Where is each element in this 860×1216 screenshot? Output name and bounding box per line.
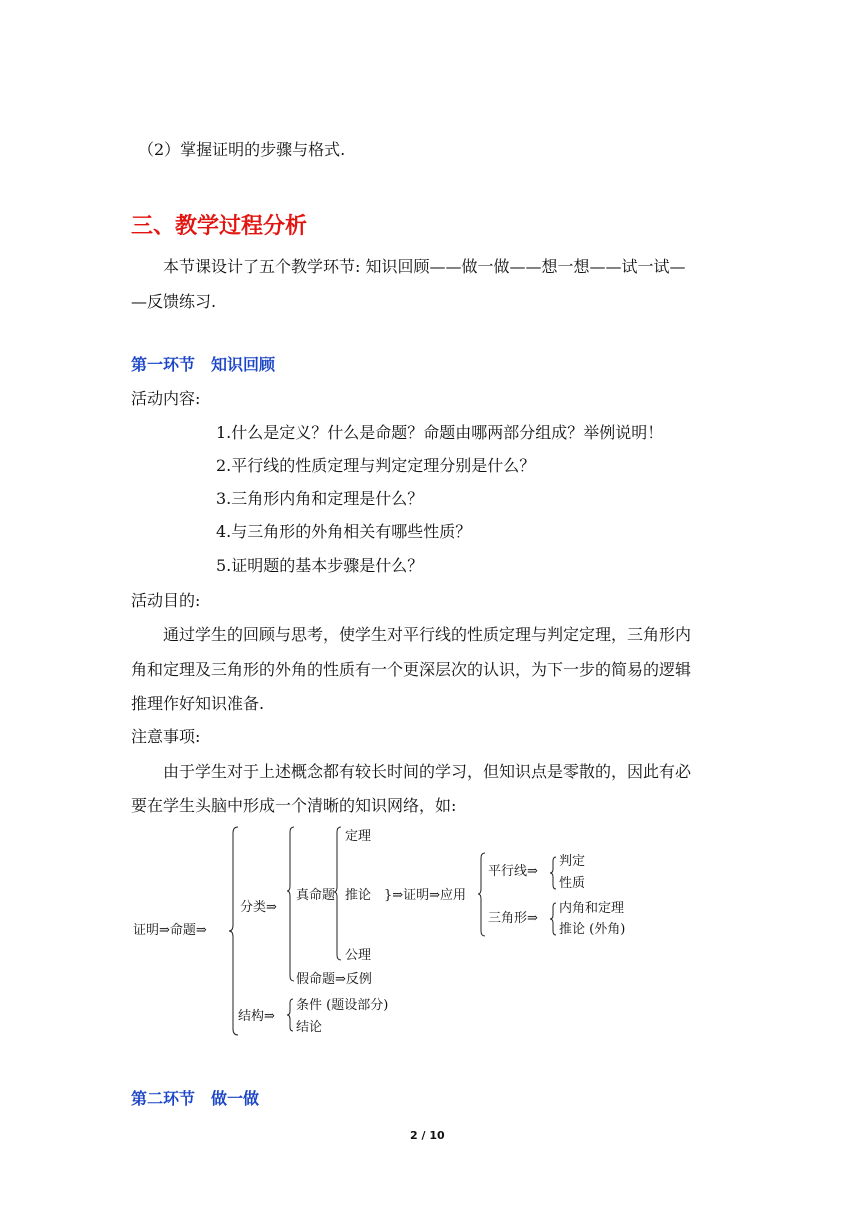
- notes-label: 注意事项:: [131, 727, 201, 746]
- goal-line: 推理作好知识准备.: [131, 694, 265, 713]
- notes-line: 要在学生头脑中形成一个清晰的知识网络，如:: [131, 796, 457, 815]
- diagram-definition: 定理: [345, 829, 372, 844]
- diagram-true-prop: 真命题: [296, 888, 336, 903]
- step1-title: 第一环节 知识回顾: [131, 355, 276, 374]
- notes-line: 由于学生对于上述概念都有较长时间的学习，但知识点是零散的，因此有必: [163, 762, 692, 781]
- diagram-property: 性质: [559, 876, 586, 891]
- question-item: 5.证明题的基本步骤是什么？: [216, 556, 424, 575]
- content-label: 活动内容:: [131, 389, 201, 408]
- diagram-root: 证明⇒命题⇒: [133, 923, 207, 938]
- diagram-inference: 推论: [345, 888, 372, 903]
- section-title: 三、教学过程分析: [131, 214, 308, 239]
- question-item: 4.与三角形的外角相关有哪些性质？: [216, 522, 472, 541]
- diagram-triangle: 三角形⇒: [488, 911, 538, 926]
- diagram-proof-apply: }⇒证明⇒应用: [384, 888, 467, 903]
- intro-line-2: —反馈练习.: [131, 292, 217, 311]
- diagram-classify: 分类⇒: [240, 900, 277, 915]
- diagram-angle-sum: 内角和定理: [559, 901, 625, 916]
- diagram-conclusion: 结论: [296, 1020, 323, 1035]
- step2-title: 第二环节 做一做: [131, 1089, 260, 1108]
- page-number: 2 / 10: [410, 1129, 445, 1142]
- intro-line-1: 本节课设计了五个教学环节: 知识回顾——做一做——想一想——试一试—: [163, 257, 686, 276]
- diagram-corollary: 推论 (外角): [559, 922, 626, 937]
- question-item: 3.三角形内角和定理是什么？: [216, 489, 424, 508]
- goal-line: 角和定理及三角形的外角的性质有一个更深层次的认识，为下一步的简易的逻辑: [131, 660, 692, 679]
- diagram-judge: 判定: [559, 854, 586, 869]
- question-item: 1.什么是定义？什么是命题？命题由哪两部分组成？举例说明！: [216, 423, 664, 442]
- goal-line: 通过学生的回顾与思考，使学生对平行线的性质定理与判定定理，三角形内: [163, 625, 692, 644]
- goal-label: 活动目的:: [131, 591, 201, 610]
- diagram-false-prop: 假命题⇒反例: [296, 972, 372, 987]
- diagram-axiom: 公理: [345, 948, 372, 963]
- objective-2: （2）掌握证明的步骤与格式.: [138, 140, 346, 159]
- diagram-parallel: 平行线⇒: [488, 864, 538, 879]
- diagram-structure: 结构⇒: [238, 1009, 275, 1024]
- question-item: 2.平行线的性质定理与判定定理分别是什么？: [216, 456, 536, 475]
- diagram-condition: 条件 (题设部分): [296, 998, 389, 1013]
